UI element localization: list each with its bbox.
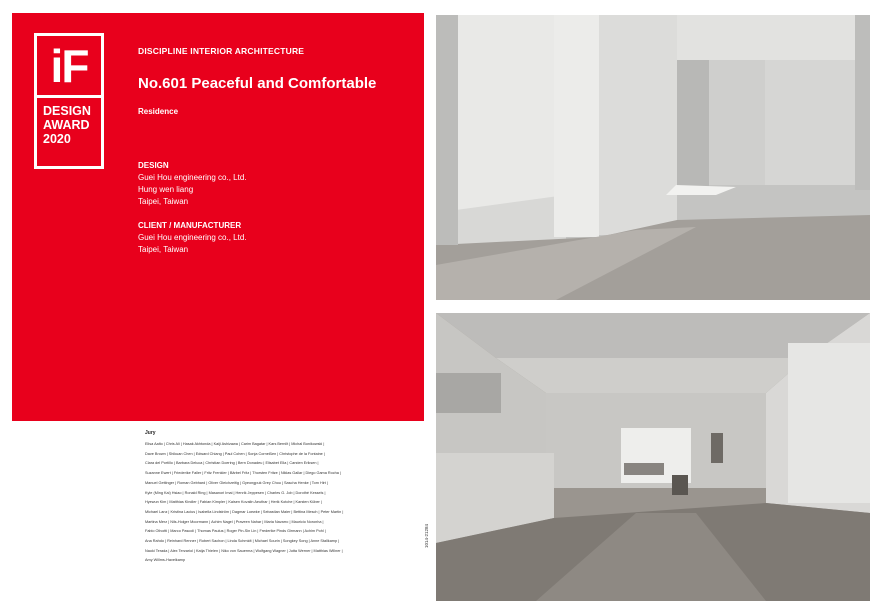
award-panel [12, 13, 424, 421]
design-credits [138, 160, 247, 208]
jury-line: Kyle (Ming Kai) Hsiao | Ronald Ring | Masanori Imai | Henrik Jeppesen | Charles G. Job | Dorothé Kessels | [145, 490, 326, 495]
design-heading: DESIGN [138, 161, 169, 170]
interior-photo-corridor [436, 15, 870, 300]
logo-line-design: DESIGN [43, 104, 91, 118]
if-design-award-logo [34, 33, 104, 169]
design-line: Hung wen liang [138, 185, 194, 194]
jury-line: Naoki Terada | Alex Terzariol | Katja Thielen | Niko von Sauerma | Wolfgang Wagner | Jutta Werner | Matthias Willner | [145, 548, 343, 553]
if-logo-mark: iF [37, 36, 101, 98]
design-line: Guei Hou engineering co., Ltd. [138, 173, 247, 182]
jury-line: Martina Merz | Nils-Holger Moormann | Achim Nagel | Praveen Nahar | Maria Navarro | Mauricio Noronha | [145, 519, 324, 524]
design-line: Taipei, Taiwan [138, 197, 189, 206]
jury-list [145, 440, 411, 566]
jury-line: Clara del Portillo | Barbara Deluca | Christian Doering | Bern Donadeu | Elisabet Ella | Carsten Eriksen | [145, 461, 319, 466]
jury-heading: Jury [145, 430, 156, 436]
logo-line-award: AWARD [43, 118, 90, 132]
client-line: Guei Hou engineering co., Ltd. [138, 233, 247, 242]
document-code: 1014-21284 [424, 523, 429, 548]
project-title: No.601 Peaceful and Comfortable [138, 75, 377, 92]
client-credits [138, 220, 247, 256]
jury-line: Suzanne Ewert | Friederike Faller | Fritz Frenkler | Bärbel Fritz | Thorsten Fritze | Niklas Gallar | Diego Gama Rocha | [145, 471, 341, 476]
discipline-label: DISCIPLINE INTERIOR ARCHITECTURE [138, 46, 305, 56]
jury-line: Ana Rahdo | Reinhard Renner | Robert Sachon | Linda Schmidt | Michael Sourin | Songkey Song | Anne Stallkamp | [145, 539, 340, 544]
project-category: Residence [138, 107, 179, 116]
client-line: Taipei, Taiwan [138, 245, 189, 254]
jury-line: Elisa Aalto | Chris Ali | Hasak Akhtonda | Kaiji Ashizawa | Carim Bagatar | Kars Bernilt | Michal Bonikowski | [145, 442, 325, 446]
client-heading: CLIENT / MANUFACTURER [138, 221, 242, 230]
jury-line: Manuel Gettinger | Roman Gebhard | Oliver Gleichzeitig | Gyeongpuk Grey Chou | Sascha Henke | Tom Hirt | [145, 480, 328, 485]
jury-line: Amy Willms-Havelkamp [145, 558, 186, 563]
jury-line: Hyewun Kim | Matthias Kindler | Fabian Kimpler | Kaisen Kovalin Aeuthar | Herik Kotche | Karsten Küber | [145, 500, 322, 505]
logo-line-year: 2020 [43, 132, 71, 146]
interior-photo-living-room [436, 313, 870, 601]
award-logo-text [43, 104, 97, 146]
jury-line: Fabio Olivotti | Marco Pascoli | Thomas Paulus | Roger Pin-Sin Lin | Frederike Pinds Girmann | Achim Pohl | [145, 529, 326, 534]
jury-line: Dave Brown | Shikuan Chen | Edward Chiang | Paul Cohen | Sonja Cornelßen | Christophe de la Fontaine | [145, 451, 325, 456]
jury-line: Michael Lanz | Kristina Lacius | Isabella Lindström | Dagmar Loewke | Sebastian Maier | Bettina Mesch | Peter Martin | [145, 509, 344, 514]
